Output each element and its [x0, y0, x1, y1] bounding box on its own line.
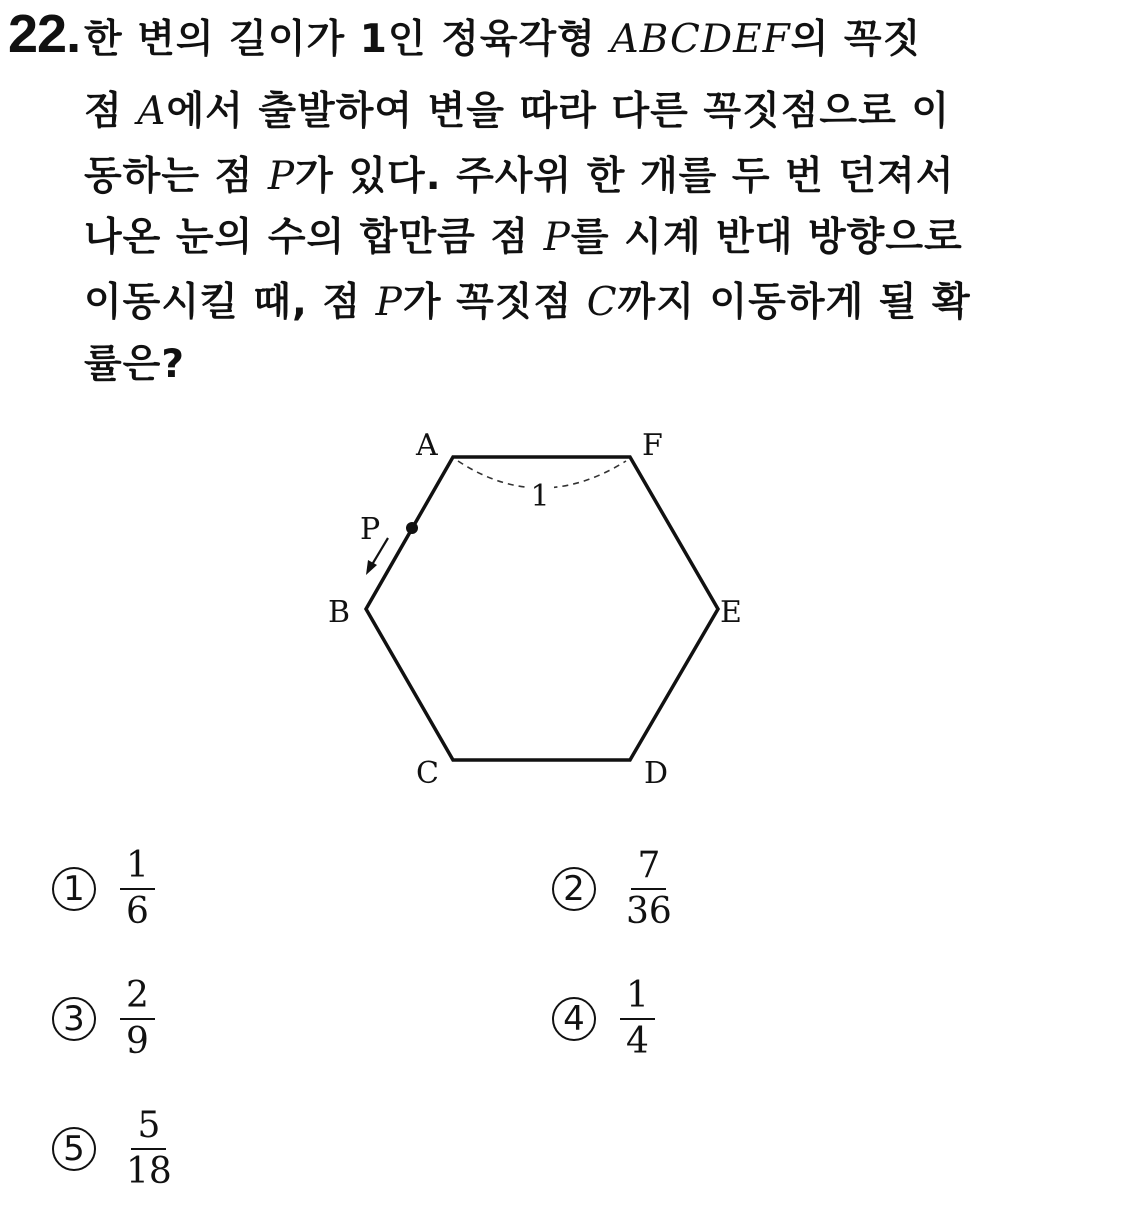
math-segment: P — [543, 215, 571, 260]
math-segment: A — [137, 89, 167, 134]
vertex-label-d: D — [644, 756, 669, 791]
question-line-6 — [84, 333, 1074, 397]
choice-2[interactable] — [552, 844, 678, 934]
vertex-label-a: A — [416, 428, 438, 463]
question-line-1 — [84, 8, 1074, 72]
text-segment: 가 꼭짓점 — [402, 280, 587, 325]
text-segment: 한 변의 길이가 1인 정육각형 — [84, 17, 611, 62]
fraction-numerator: 2 — [120, 974, 155, 1020]
choice-4[interactable] — [552, 974, 655, 1064]
point-p-label: P — [360, 512, 381, 547]
choice-fraction — [120, 1104, 178, 1194]
text-segment: 가 있다. 주사위 한 개를 두 번 던져서 — [295, 154, 955, 199]
choice-fraction — [120, 974, 155, 1064]
math-segment: P — [375, 280, 403, 325]
direction-arrow-head — [366, 560, 377, 575]
text-segment: 까지 이동하게 될 확 — [617, 280, 971, 325]
vertex-label-f: F — [642, 428, 663, 463]
vertex-label-b: B — [328, 595, 351, 630]
fraction-numerator: 7 — [631, 844, 666, 890]
question-line-2 — [84, 80, 1074, 144]
choice-fraction — [120, 844, 155, 934]
text-segment: 를 시계 반대 방향으로 — [570, 215, 963, 260]
choice-5[interactable] — [52, 1104, 178, 1194]
choice-fraction — [620, 974, 655, 1064]
fraction-denominator: 9 — [126, 1021, 149, 1062]
hexagon-diagram — [300, 415, 760, 810]
question-line-3 — [84, 145, 1074, 209]
vertex-label-e: E — [720, 595, 742, 630]
choice-mark: 1 — [52, 867, 96, 911]
fraction-denominator: 6 — [126, 891, 149, 932]
point-p — [406, 522, 418, 534]
choice-fraction — [620, 844, 678, 934]
fraction-denominator: 36 — [626, 891, 672, 932]
question-line-4 — [84, 206, 1074, 270]
text-segment: 이동시킬 때, 점 — [84, 280, 376, 325]
choice-mark: 3 — [52, 997, 96, 1041]
math-segment: ABCDEF — [610, 17, 791, 62]
vertex-label-c: C — [416, 756, 439, 791]
fraction-denominator: 18 — [126, 1151, 172, 1192]
fraction-denominator: 4 — [626, 1021, 649, 1062]
choice-3[interactable] — [52, 974, 155, 1064]
choice-mark: 5 — [52, 1127, 96, 1171]
fraction-numerator: 1 — [120, 844, 155, 890]
text-segment: 에서 출발하여 변을 따라 다른 꼭짓점으로 이 — [166, 89, 951, 134]
choice-mark: 2 — [552, 867, 596, 911]
hexagon-figure — [300, 415, 760, 810]
fraction-numerator: 5 — [131, 1104, 166, 1150]
math-segment: C — [586, 280, 618, 325]
question-number: 22. — [8, 4, 81, 64]
side-length-label: 1 — [530, 479, 550, 514]
math-segment: P — [267, 154, 296, 199]
choice-mark: 4 — [552, 997, 596, 1041]
text-segment: 의 꼭짓 — [790, 17, 922, 62]
text-segment: 나온 눈의 수의 합만큼 점 — [84, 215, 544, 260]
text-segment: 률은? — [84, 342, 185, 387]
question-line-5 — [84, 271, 1074, 335]
text-segment: 동하는 점 — [84, 154, 268, 199]
choice-1[interactable] — [52, 844, 155, 934]
text-segment: 점 — [84, 89, 138, 134]
fraction-numerator: 1 — [620, 974, 655, 1020]
